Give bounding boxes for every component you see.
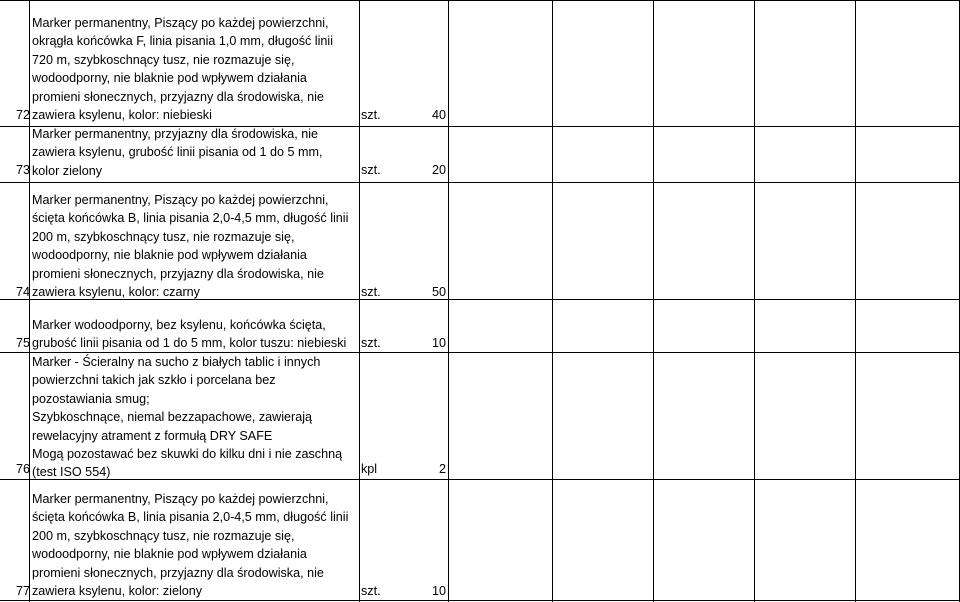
description-line: ścięta końcówka B, linia pisania 2,0-4,5 mm, długość linii [32, 510, 349, 525]
row-description [32, 14, 354, 124]
row-divider [0, 0, 960, 1]
description-line: pozostawiania smug; [32, 391, 150, 406]
description-line: promieni słonecznych, przyjazny dla środowiska, nie [32, 565, 324, 580]
description-line: rewelacyjny atrament z formułą DRY SAFE [32, 428, 273, 443]
row-description [32, 191, 354, 301]
description-line: 720 m, szybkoschnący tusz, nie rozmazuje się, [32, 52, 295, 67]
row-number: 73 [15, 163, 30, 177]
row-unit: szt. [361, 584, 381, 598]
row-divider [0, 182, 960, 183]
row-number: 75 [15, 336, 30, 350]
description-line: zawiera ksylenu, kolor: zielony [32, 583, 203, 598]
column-divider [653, 0, 654, 602]
description-line: wodoodporny, nie blaknie pod wpływem działania [32, 71, 307, 86]
row-quantity: 40 [431, 108, 446, 122]
description-line: (test ISO 554) [32, 465, 111, 480]
row-number: 76 [15, 462, 30, 476]
description-line: promieni słonecznych, przyjazny dla środowiska, nie [32, 266, 324, 281]
row-description [32, 353, 354, 482]
description-line: promieni słonecznych, przyjazny dla środowiska, nie [32, 89, 324, 104]
row-description [32, 125, 354, 180]
row-unit: szt. [361, 108, 381, 122]
column-divider [754, 0, 755, 602]
description-line: powierzchni takich jak szkło i porcelana bez [32, 373, 276, 388]
description-line: 200 m, szybkoschnący tusz, nie rozmazuje się, [32, 229, 295, 244]
description-line: Marker permanentny, Piszący po każdej powierzchni, [32, 16, 329, 30]
description-line: Marker permanentny, Piszący po każdej powierzchni, [32, 492, 329, 506]
description-line: Marker wodoodporny, bez ksylenu, końcówka ścięta, [32, 318, 326, 332]
description-line: Marker - Ścieralny na sucho z białych tablic i innych [32, 355, 321, 369]
row-number: 74 [15, 285, 30, 299]
description-line: 200 m, szybkoschnący tusz, nie rozmazuje się, [32, 528, 295, 543]
row-quantity: 10 [431, 336, 446, 350]
row-unit: szt. [361, 163, 381, 177]
row-quantity: 2 [438, 462, 446, 476]
description-line: Szybkoschnące, niemal bezzapachowe, zawierają [32, 410, 313, 425]
row-unit: szt. [361, 336, 381, 350]
row-number: 77 [15, 584, 30, 598]
description-line: okrągła końcówka F, linia pisania 1,0 mm, długość linii [32, 34, 333, 49]
row-unit: kpl [361, 462, 378, 476]
description-line: zawiera ksylenu, kolor: niebieski [32, 107, 212, 122]
row-description [32, 490, 354, 600]
description-line: ścięta końcówka B, linia pisania 2,0-4,5 mm, długość linii [32, 211, 349, 226]
description-line: wodoodporny, nie blaknie pod wpływem działania [32, 547, 307, 562]
row-quantity: 20 [431, 163, 446, 177]
column-divider [552, 0, 553, 602]
description-line: Marker permanentny, przyjazny dla środowiska, nie [32, 127, 319, 141]
row-quantity: 10 [431, 584, 446, 598]
row-description [32, 316, 354, 353]
column-divider [855, 0, 856, 602]
description-line: kolor zielony [32, 163, 102, 178]
row-number: 72 [15, 108, 30, 122]
row-quantity: 50 [431, 285, 446, 299]
column-divider [359, 0, 360, 602]
description-line: zawiera ksylenu, kolor: czarny [32, 284, 200, 299]
description-line: Marker permanentny, Piszący po każdej powierzchni, [32, 193, 329, 207]
description-line: grubość linii pisania od 1 do 5 mm, kolor tuszu: niebieski [32, 336, 347, 351]
row-unit: szt. [361, 285, 381, 299]
description-line: Mogą pozostawać bez skuwki do kilku dni i nie zaschną [32, 446, 343, 461]
column-divider [448, 0, 449, 602]
description-line: zawiera ksylenu, grubość linii pisania od 1 do 5 mm, [32, 145, 323, 160]
description-line: wodoodporny, nie blaknie pod wpływem działania [32, 248, 307, 263]
